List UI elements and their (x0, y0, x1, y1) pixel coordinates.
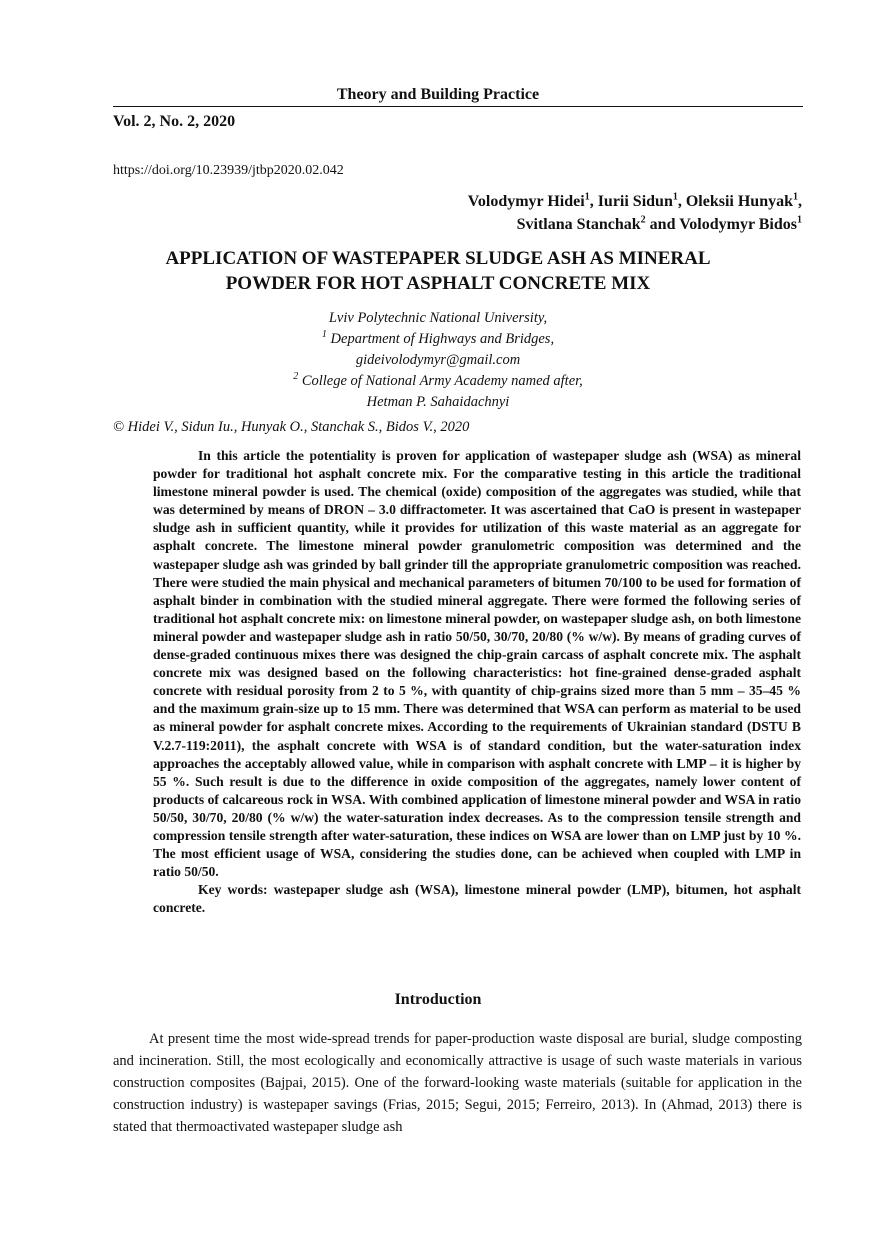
affiliation-mark: 1 (793, 191, 798, 203)
author: Iurii Sidun (597, 193, 673, 210)
title-line: POWDER FOR HOT ASPHALT CONCRETE MIX (225, 273, 651, 294)
author: Oleksii Hunyak (685, 193, 793, 210)
author: Volodymyr Bidos (679, 216, 797, 233)
abstract-text: In this article the potentiality is proven for application of wastepaper sludge ash (WSA) as mineral powder for traditional hot asphalt concrete mix. For the comparative testing in this article the traditional limestone mineral powder is used. The chemical (oxide) composition of the aggregates was studied, while that was determined by means of DRON – 3.0 diffractometer. It was ascertained that CaO is present in wastepaper sludge ash in sufficient quantity, while it provides for utilization of this waste material as an aggregate for asphalt concrete. The limestone mineral powder granulometric composition was determined and the wastepaper sludge ash was grinded by ball grinder till the appropriate granulometric composition was reached. There were studied the main physical and mechanical parameters of bitumen 70/100 to be used for formation of asphalt binder in combination with the studied mineral aggregate. There were formed the following series of traditional hot asphalt concrete mix: on limestone mineral powder, on wastepaper sludge ash, on both limestone mineral powder and wastepaper sludge ash in ratio 50/50, 30/70, 20/80 (% w/w). By means of grading curves of dense-graded continuous mixes there was designed the chip-grain carcass of asphalt concrete mix. The asphalt concrete mix was designed based on the following characteristics: hot fine-grained dense-graded asphalt concrete with residual porosity from 2 to 5 %, with quantity of chip-grains sized more than 5 mm – 35–45 % and the maximum grain-size up to 15 mm. There was determined that WSA can perform as material to be used as mineral powder for asphalt concrete mixes. According to the requirements of Ukrainian standard (DSTU B V.2.7-119:2011), the asphalt concrete with WSA is of standard condition, but the water-saturation index approaches the acceptably allowed value, while in comparison with asphalt concrete with LMP – it is higher by 55 %. Such result is due to the difference in oxide composition of the aggregates, namely lower content of products of calcareous rock in WSA. With combined application of limestone mineral powder and WSA in ratio 50/50, 30/70, 20/80 (% w/w) the water-saturation index decreases. As to the compression tensile strength and compression tensile strength after water-saturation, these indices on WSA are lower than on LMP just by 10 %. The most efficient usage of WSA, considering the studies done, can be achieved when coupled with LMP in ratio 50/50. (153, 448, 801, 880)
department-name: Department of Highways and Bridges, (326, 331, 555, 347)
abstract (153, 447, 801, 917)
university: Lviv Polytechnic National University, (328, 310, 548, 326)
separator: , (677, 193, 686, 210)
affiliation-mark: 1 (797, 214, 802, 226)
separator: , (589, 193, 598, 210)
separator: and (645, 216, 680, 233)
title-line: APPLICATION OF WASTEPAPER SLUDGE ASH AS MINERAL (165, 248, 711, 269)
affiliation-mark: 1 (672, 191, 678, 203)
college-name-cont: Hetman P. Sahaidachnyi (366, 394, 510, 410)
affiliation-mark: 1 (584, 191, 590, 203)
doi-link[interactable]: https://doi.org/10.23939/jtbp2020.02.042 (113, 163, 344, 178)
college-name: College of National Army Academy named after, (298, 373, 583, 389)
copyright: © Hidei V., Sidun Iu., Hunyak O., Stanchak S., Bidos V., 2020 (113, 419, 470, 435)
author: Volodymyr Hidei (467, 193, 585, 210)
separator: , (798, 193, 802, 210)
affiliation-mark: 2 (293, 371, 299, 383)
keywords: Key words: wastepaper sludge ash (WSA), limestone mineral powder (LMP), bitumen, hot asphalt concrete. (153, 882, 801, 916)
department (0, 329, 876, 350)
intro-section (113, 1028, 802, 1138)
journal-name: Theory and Building Practice (336, 86, 540, 103)
section-heading: Introduction (394, 991, 482, 1008)
college (0, 371, 876, 392)
header-rule (113, 106, 803, 107)
affiliation-mark: 2 (640, 214, 646, 226)
affiliations (0, 308, 876, 413)
affiliation-mark: 1 (321, 329, 327, 341)
intro-paragraph: At present time the most wide-spread trends for paper-production waste disposal are burial, sludge composting and incineration. Still, the most ecologically and economically attractive is usage of such waste materials in various construction composites (Bajpai, 2015). One of the forward-looking waste materials (suitable for application in the construction industry) is wastepaper savings (Frias, 2015; Segui, 2015; Ferreiro, 2013). In (Ahmad, 2013) there is stated that thermoactivated wastepaper sludge ash (113, 1031, 802, 1135)
volume-info: Vol. 2, No. 2, 2020 (113, 113, 236, 130)
paper-title (0, 246, 876, 296)
author-list (468, 190, 802, 236)
email-link[interactable]: gideivolodymyr@gmail.com (355, 352, 521, 368)
author: Svitlana Stanchak (516, 216, 641, 233)
